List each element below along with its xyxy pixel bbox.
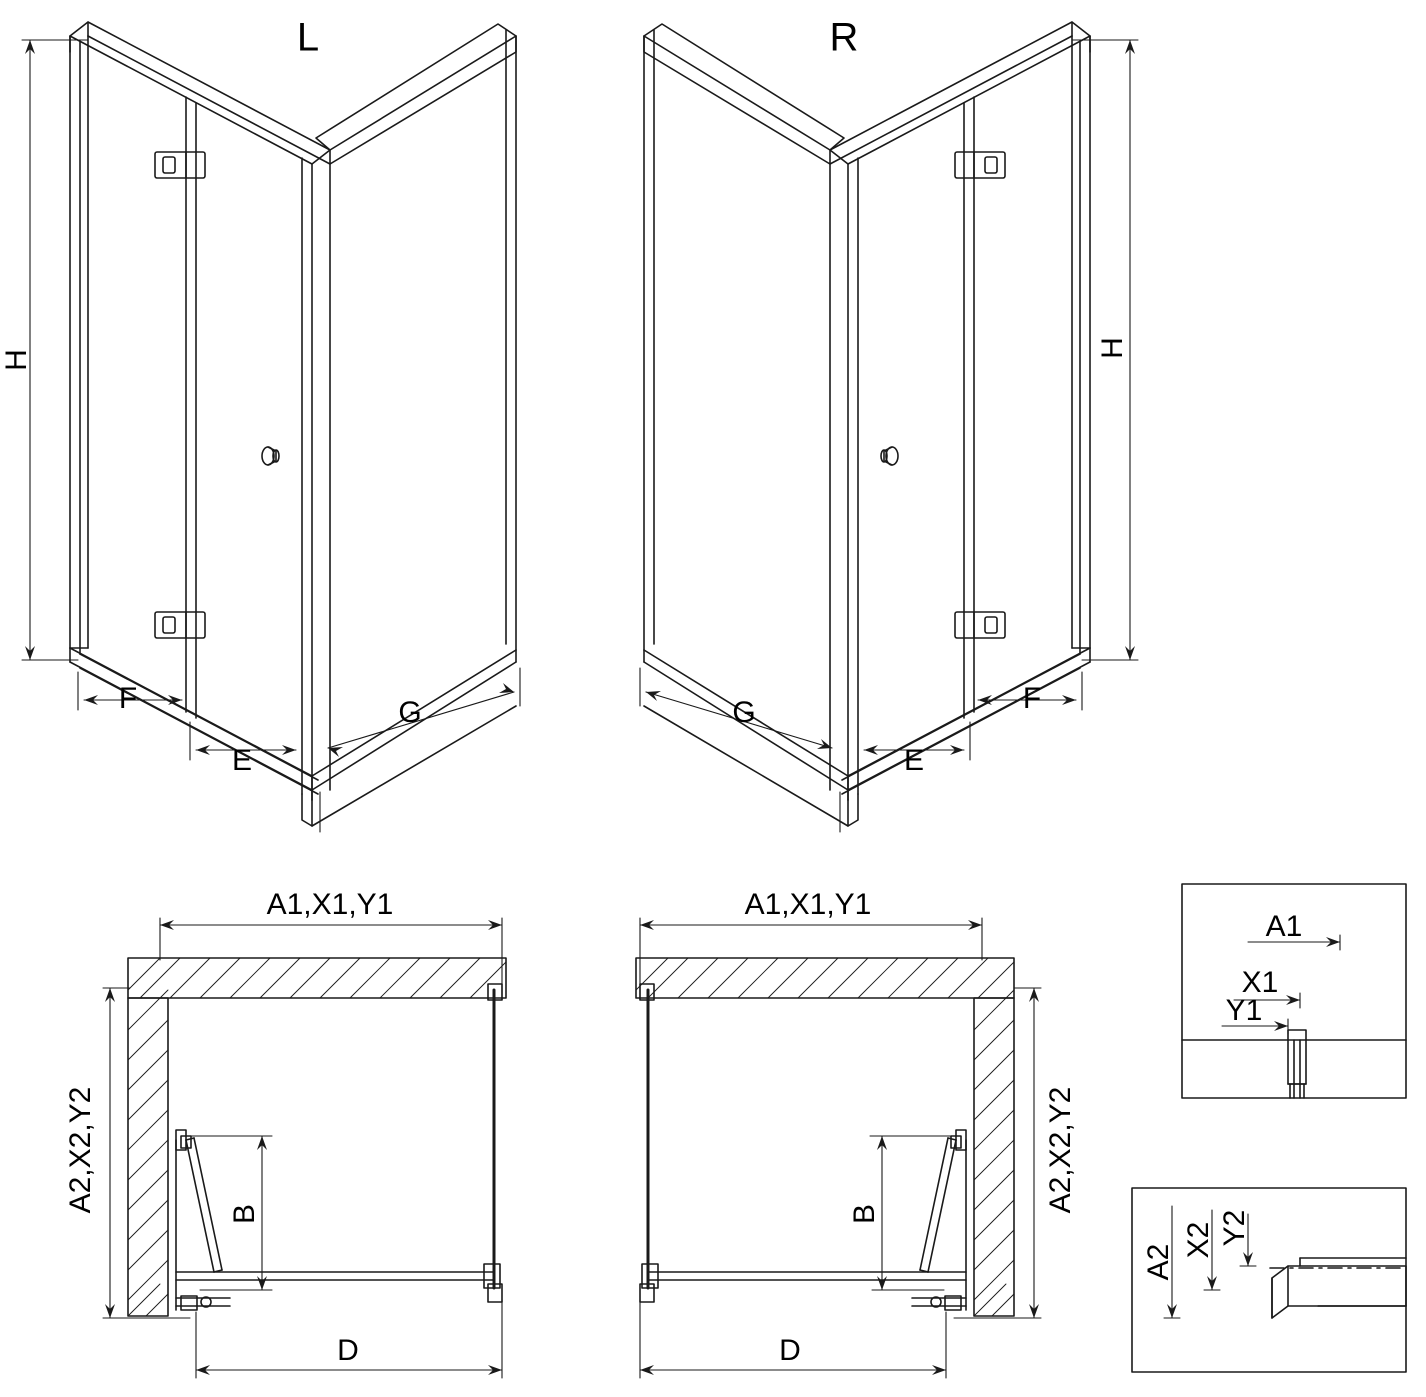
label-right-view: R (829, 15, 859, 60)
label-G-right: G (732, 695, 756, 729)
label-H-left: H (0, 349, 33, 371)
label-Y2-detail: Y2 (1217, 1209, 1251, 1247)
label-D-left: D (337, 1333, 359, 1367)
label-X1-detail: X1 (1241, 965, 1279, 999)
label-A2-detail: A2 (1141, 1243, 1175, 1281)
label-A1-detail: A1 (1265, 909, 1303, 943)
label-H-right: H (1095, 337, 1129, 359)
label-B-right: B (847, 1203, 881, 1225)
label-B-left: B (227, 1203, 261, 1225)
label-X2-detail: X2 (1181, 1221, 1215, 1259)
label-D-right: D (779, 1333, 801, 1367)
label-F-left: F (118, 681, 138, 715)
label-A1X1Y1-right: A1,X1,Y1 (744, 887, 872, 921)
label-E-left: E (231, 743, 253, 777)
label-A2X2Y2-left: A2,X2,Y2 (63, 1086, 97, 1214)
label-A2X2Y2-right: A2,X2,Y2 (1043, 1086, 1077, 1214)
label-E-right: E (903, 743, 925, 777)
label-left-view: L (296, 15, 320, 60)
label-Y1-detail: Y1 (1225, 993, 1263, 1027)
label-G-left: G (398, 695, 422, 729)
label-F-right: F (1022, 681, 1042, 715)
label-A1X1Y1-left: A1,X1,Y1 (266, 887, 394, 921)
